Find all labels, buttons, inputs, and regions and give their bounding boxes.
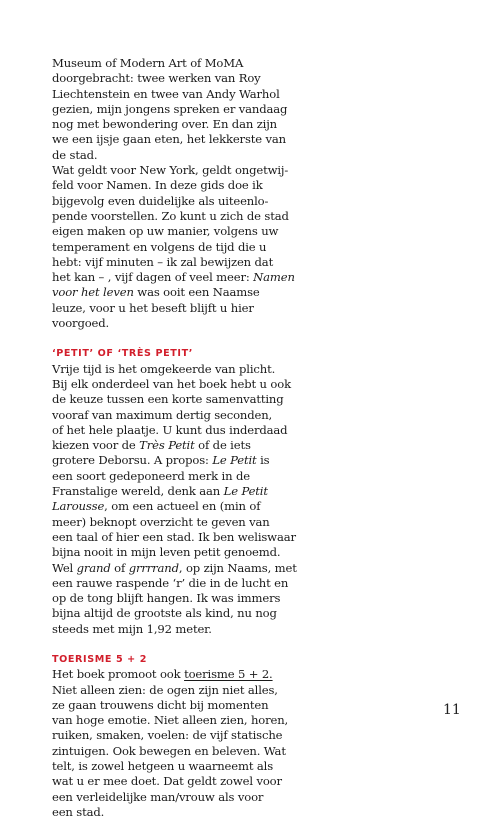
text-line xyxy=(52,438,284,453)
section-spacer xyxy=(52,637,284,652)
text-run: , om een actueel en (min of xyxy=(104,499,261,514)
underlined-term: toerisme 5 + 2. xyxy=(184,667,273,682)
text-line: een verleidelijke man/vrouw als voor xyxy=(52,789,264,804)
text-line xyxy=(52,484,284,499)
text-line: van hoge emotie. Niet alleen zien, horen, xyxy=(52,713,289,728)
page-number: 11 xyxy=(443,702,461,718)
text-line: temperament en volgens de tijd die u xyxy=(52,239,267,254)
text-line: voorgoed. xyxy=(52,316,110,331)
text-line: telt, is zowel hetgeen u waarneemt als xyxy=(52,759,273,774)
text-line: bijna altijd de grootste als kind, nu nog xyxy=(52,606,277,621)
section-heading-petit: ‘PETIT’ OF ‘TRÈS PETIT’ xyxy=(52,348,193,360)
text-run: is xyxy=(256,453,270,468)
section-paragraph-petit xyxy=(52,361,297,637)
italic-term: Larousse xyxy=(52,499,105,514)
text-line xyxy=(52,560,297,576)
text-line: bijgevolg even duidelijke als uiteenlo- xyxy=(52,193,269,208)
italic-term: Le Petit xyxy=(212,453,257,468)
italic-term: Le Petit xyxy=(223,484,268,499)
text-run: Franstalige wereld, denk aan xyxy=(52,484,224,499)
text-line xyxy=(52,667,284,682)
italic-term: Très Petit xyxy=(139,438,195,453)
text-line xyxy=(52,453,284,468)
text-line: hebt: vijf minuten – ik zal bewijzen dat xyxy=(52,254,274,269)
text-line: zintuigen. Ook bewegen en beleven. Wat xyxy=(52,743,286,758)
text-line: Liechtenstein en twee van Andy Warhol xyxy=(52,86,280,101)
text-line: gezien, mijn jongens spreken er vandaag xyxy=(52,101,288,116)
text-line: vooraf van maximum dertig seconden, xyxy=(52,407,273,422)
text-line: ze gaan trouwens dicht bij momenten xyxy=(52,697,269,712)
text-line: de keuze tussen een korte samenvatting xyxy=(52,392,284,407)
text-line xyxy=(52,499,284,514)
text-run: of de iets xyxy=(194,438,251,453)
italic-term: voor het leven xyxy=(52,285,134,300)
text-line xyxy=(52,285,284,300)
text-line: nog met bewondering over. En dan zijn xyxy=(52,117,277,132)
text-line: de stad. xyxy=(52,147,98,162)
text-line xyxy=(52,270,295,285)
italic-term: grrrrand xyxy=(128,560,179,575)
text-run: Het boek promoot ook xyxy=(52,667,185,682)
text-line: een soort gedeponeerd merk in de xyxy=(52,468,250,483)
text-line: Niet alleen zien: de ogen zijn niet alles, xyxy=(52,682,278,697)
text-line: een taal of hier een stad. Ik ben weliswaar xyxy=(52,529,296,544)
text-run: of xyxy=(110,560,129,575)
intro-paragraph xyxy=(52,56,295,331)
italic-term: grand xyxy=(76,560,111,575)
text-line: een rauwe raspende ‘r’ die in de lucht en xyxy=(52,575,289,590)
section-paragraph-toerisme xyxy=(52,667,289,820)
italic-term: Namen xyxy=(253,270,295,285)
text-line: op de tong blijft hangen. Ik was immers xyxy=(52,591,281,606)
text-line: Museum of Modern Art of MoMA xyxy=(52,56,244,70)
text-run: , op zijn Naams, met xyxy=(178,560,297,575)
text-run: Wel xyxy=(52,560,77,575)
text-line: meer) beknopt overzicht te geven van xyxy=(52,514,270,529)
text-run: het kan – , vijf dagen of veel meer: xyxy=(52,270,254,285)
text-line: pende voorstellen. Zo kunt u zich de stad xyxy=(52,208,289,223)
text-line: Wat geldt voor New York, geldt ongetwij- xyxy=(52,163,289,178)
text-run: grotere Deborsu. A propos: xyxy=(52,453,213,468)
text-line: of het hele plaatje. U kunt dus inderdaad xyxy=(52,422,288,437)
text-line: Vrije tijd is het omgekeerde van plicht. xyxy=(52,361,276,376)
text-line: leuze, voor u het beseft blijft u hier xyxy=(52,300,254,315)
section-heading-toerisme: TOERISME 5 + 2 xyxy=(52,653,148,665)
text-line: wat u er mee doet. Dat geldt zowel voor xyxy=(52,774,282,789)
text-line: steeds met mijn 1,92 meter. xyxy=(52,621,212,636)
text-line: Bij elk onderdeel van het boek hebt u ook xyxy=(52,376,291,391)
text-line: ruiken, smaken, voelen: de vijf statische xyxy=(52,728,283,743)
text-run: was ooit een Naamse xyxy=(133,285,260,300)
text-line: eigen maken op uw manier, volgens uw xyxy=(52,224,279,239)
text-line: we een ijsje gaan eten, het lekkerste van xyxy=(52,132,286,147)
text-line: bijna nooit in mijn leven petit genoemd. xyxy=(52,545,281,560)
text-line: doorgebracht: twee werken van Roy xyxy=(52,71,261,86)
text-run: kiezen voor de xyxy=(52,438,140,453)
section-spacer xyxy=(52,331,284,346)
text-line: een stad. xyxy=(52,804,105,819)
text-line: feld voor Namen. In deze gids doe ik xyxy=(52,178,263,193)
page-body xyxy=(52,56,297,820)
